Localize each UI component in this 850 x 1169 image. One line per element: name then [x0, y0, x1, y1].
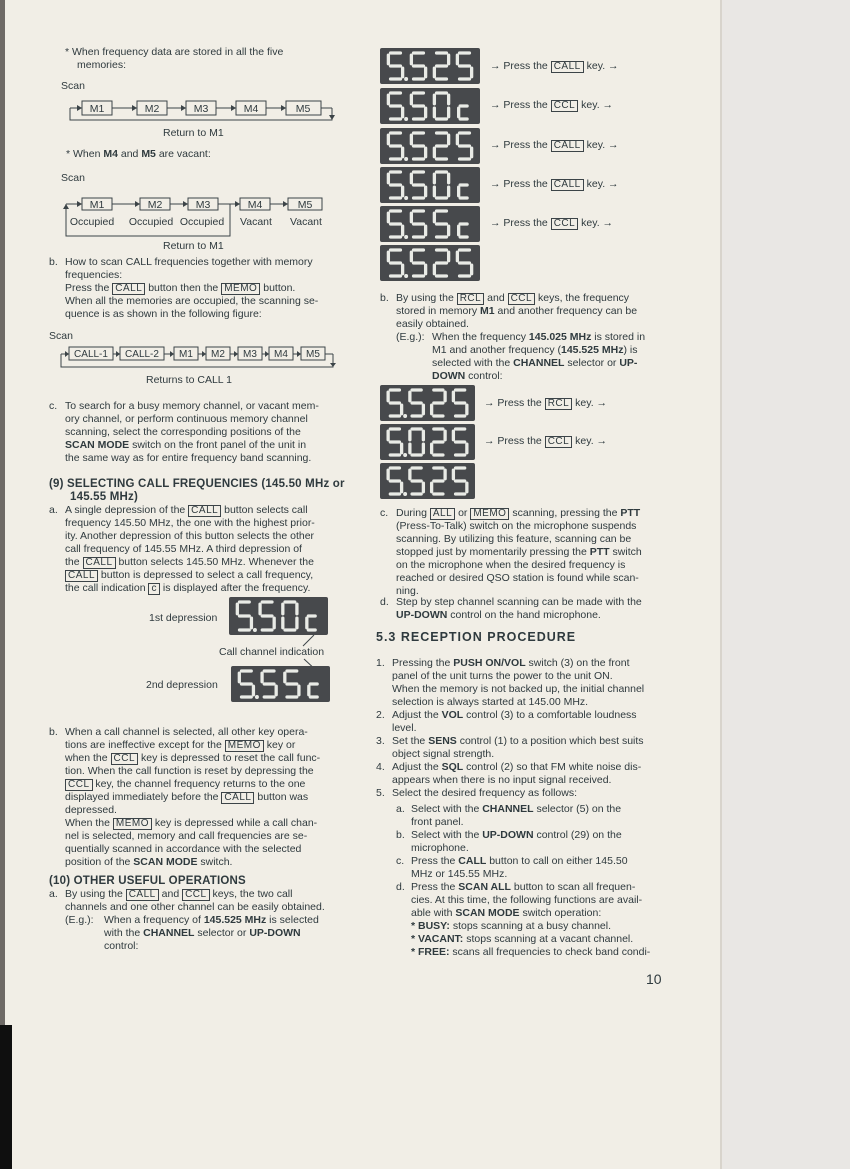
sub-a-marker: a.	[396, 803, 405, 815]
right-c-line6: reached or desired QSO station is found while scan-	[396, 572, 639, 584]
returns-call1-label: Returns to CALL 1	[146, 374, 232, 386]
seq2-action-2: → Press the CCL key. →	[484, 435, 608, 447]
seq1-action-4: → Press the CALL key. →	[490, 178, 619, 190]
right-d-line2: UP-DOWN control on the hand microphone.	[396, 609, 601, 621]
sub-b-marker: b.	[396, 829, 405, 841]
sec10-a-line1: By using the CALL and CCL keys, the two call	[65, 888, 293, 900]
item4-line1: Adjust the SQL control (2) so that FM white noise dis-	[392, 761, 642, 773]
sec9-a-line5: the CALL button selects 145.50 MHz. Whenever the	[65, 556, 314, 568]
call-indicator-glyph: c	[148, 583, 160, 595]
sec9-a-marker: a.	[49, 504, 58, 516]
scan-diagram-vacant	[60, 190, 340, 242]
right-b-eg: (E.g.):	[396, 331, 425, 343]
binding-edge	[0, 0, 5, 1169]
ccl-key: CCL	[65, 779, 93, 791]
call-key: CALL	[188, 505, 221, 517]
ccl-key: CCL	[508, 293, 536, 305]
call-box-m1: M1	[179, 349, 193, 360]
state-m1: Occupied	[69, 216, 115, 228]
state-m5: Vacant	[290, 216, 322, 228]
state-m3: Occupied	[179, 216, 225, 228]
scan-diagram-call	[55, 344, 345, 374]
right-d-line1: Step by step channel scanning can be made with the	[396, 596, 642, 608]
lcd-decimal-point	[404, 235, 408, 239]
seq1-action-5: → Press the CCL key. →	[490, 217, 614, 229]
sec9-b-line5: CCL key, the channel frequency returns to the one	[65, 778, 305, 791]
lcd-seq2-1	[380, 385, 475, 421]
right-b-line3: easily obtained.	[396, 318, 469, 330]
sub-d-line3: able with SCAN MODE switch operation:	[411, 907, 602, 919]
call-channel-indication-label: Call channel indication	[219, 646, 325, 658]
sub-d-marker: d.	[396, 881, 405, 893]
sec-c-line2: ory channel, or perform continuous memory channel	[65, 413, 308, 425]
seq1-action-3: → Press the CALL key. →	[490, 139, 619, 151]
item5-line1: Select the desired frequency as follows:	[392, 787, 578, 799]
sec-b-line4: When all the memories are occupied, the scanning se-	[65, 295, 319, 307]
lcd-decimal-point	[403, 492, 407, 496]
sec9-b-line2: tions are ineffective except for the MEMO key or	[65, 739, 296, 751]
first-depression-label: 1st depression	[149, 612, 218, 624]
second-depression-label: 2nd depression	[146, 679, 218, 691]
sec-b-line1: How to scan CALL frequencies together with memory	[65, 256, 313, 268]
right-d-marker: d.	[380, 596, 389, 608]
right-c-marker: c.	[380, 507, 389, 519]
sec-c-line5: the same way as for entire frequency band scanning.	[65, 452, 312, 464]
sec9-a-line6: CALL button is depressed to select a call frequency,	[65, 569, 313, 582]
right-c-line5: on the microphone when the desired frequency is	[396, 559, 626, 571]
lcd-seq1-4	[380, 167, 480, 203]
mode-free: * FREE: scans all frequencies to check band condi-	[411, 946, 651, 958]
lcd-decimal-point	[404, 196, 408, 200]
lcd-decimal-point	[404, 157, 408, 161]
sec-b-line5: quence is as shown in the following figure:	[65, 308, 262, 320]
sec-c-line1: To search for a busy memory channel, or vacant mem-	[65, 400, 319, 412]
five-box-m2: M2	[144, 103, 160, 115]
lcd-seq1-1	[380, 48, 480, 84]
sec10-eg: (E.g.):	[65, 914, 94, 926]
stored-five-line1: * When frequency data are stored in all the five	[65, 46, 284, 58]
sec10-a-line4: with the CHANNEL selector or UP-DOWN	[104, 927, 301, 939]
memo-key: MEMO	[113, 818, 152, 830]
lcd-seq2-3	[380, 463, 475, 499]
sub-b-line1: Select with the UP-DOWN control (29) on the	[411, 829, 622, 841]
lcd-seq1-6	[380, 245, 480, 281]
lcd-decimal-point	[404, 77, 408, 81]
state-m4: Vacant	[240, 216, 272, 228]
section-5-3-heading: 5.3 RECEPTION PROCEDURE	[376, 630, 577, 644]
seq1-action-1: → Press the CALL key. →	[490, 60, 619, 72]
return-m1-label-2: Return to M1	[163, 240, 224, 252]
vacant-box-m3: M3	[195, 199, 211, 211]
item5-marker: 5.	[376, 787, 385, 799]
call-key: CALL	[126, 889, 159, 901]
right-c-line4: stopped just by momentarily pressing the PTT switch	[396, 546, 642, 558]
sub-d-line1: Press the SCAN ALL button to scan all frequen-	[411, 881, 636, 893]
call-box-call2: CALL-2	[125, 349, 159, 360]
item4-line2: appears when there is no input signal received.	[392, 774, 612, 786]
sec9-b-line4: tion. When the call function is reset by depressing the	[65, 765, 314, 777]
right-c-line2: (Press-To-Talk) switch on the microphone suspends	[396, 520, 637, 532]
item2-marker: 2.	[376, 709, 385, 721]
sec-c-marker: c.	[49, 400, 58, 412]
seq1-action-2: → Press the CCL key. →	[490, 99, 614, 111]
ccl-key: CCL	[182, 889, 210, 901]
item1-line3: When the memory is not backed up, the initial channel	[392, 683, 645, 695]
ccl-key: CCL	[551, 100, 579, 112]
call-box-m5: M5	[306, 349, 320, 360]
item1-line1: Pressing the PUSH ON/VOL switch (3) on the front	[392, 657, 630, 669]
sec-b-marker: b.	[49, 256, 58, 268]
call-key: CALL	[551, 140, 584, 152]
scan-label: Scan	[61, 80, 85, 92]
vacant-box-m1: M1	[89, 199, 105, 211]
mode-vacant: * VACANT: stops scanning at a vacant channel.	[411, 933, 634, 945]
memo-key: MEMO	[225, 740, 264, 752]
item2-line1: Adjust the VOL control (3) to a comfortable loudness	[392, 709, 637, 721]
sec10-a-line2: channels and one other channel can be easily obtained.	[65, 901, 325, 913]
call-key: CALL	[83, 557, 116, 569]
call-key: CALL	[221, 792, 254, 804]
sec9-heading-2: 145.55 MHz)	[70, 491, 139, 503]
sec9-a-line3: ity. Another depression of this button selects the other	[65, 530, 315, 542]
right-b-line4: When the frequency 145.025 MHz is stored in	[432, 331, 646, 343]
rcl-key: RCL	[545, 398, 573, 410]
sec9-a-line1: A single depression of the CALL button selects call	[65, 504, 308, 516]
call-box-m3: M3	[243, 349, 257, 360]
right-c-line1: During ALL or MEMO scanning, pressing the PTT	[396, 507, 641, 519]
sec9-a-line7: the call indication c is displayed after the frequency.	[65, 582, 311, 594]
vacant-box-m4: M4	[247, 199, 263, 211]
sec9-b-line7: depressed.	[65, 804, 117, 816]
sec9-b-line8: When the MEMO key is depressed while a call chan-	[65, 817, 318, 829]
sec-c-line4: SCAN MODE switch on the front panel of the unit in	[65, 439, 307, 451]
item1-line2: panel of the unit turns the power to the unit ON.	[392, 670, 613, 682]
call-box-m2: M2	[211, 349, 225, 360]
call-box-call1: CALL-1	[74, 349, 108, 360]
vacant-intro: * When M4 and M5 are vacant:	[66, 148, 211, 160]
lcd-decimal-point	[404, 117, 408, 121]
lcd-seq1-3	[380, 128, 480, 164]
right-b-line7: DOWN control:	[432, 370, 503, 382]
call-box-m4: M4	[274, 349, 288, 360]
lcd-display-first	[229, 597, 328, 635]
sec9-b-line10: quentially scanned in accordance with the selected	[65, 843, 302, 855]
right-c-line3: scanning. By utilizing this feature, scanning can be	[396, 533, 632, 545]
item1-marker: 1.	[376, 657, 385, 669]
page-number: 10	[646, 971, 662, 987]
stored-five-line2: memories:	[77, 59, 127, 71]
sec10-heading: (10) OTHER USEFUL OPERATIONS	[49, 875, 246, 887]
right-b-line5: M1 and another frequency (145.525 MHz) is	[432, 344, 638, 356]
item1-line4: selection is always started at 145.00 MHz.	[392, 696, 589, 708]
sec9-b-line9: nel is selected, memory and call frequencies are se-	[65, 830, 308, 842]
sec9-heading-1: (9) SELECTING CALL FREQUENCIES (145.50 MHz or	[49, 478, 345, 490]
lcd-decimal-point	[404, 274, 408, 278]
binding-shadow	[0, 1025, 12, 1169]
return-m1-label: Return to M1	[163, 127, 224, 139]
sub-a-line2: front panel.	[411, 816, 464, 828]
sec10-a-line5: control:	[104, 940, 139, 952]
scan-label-3: Scan	[49, 330, 73, 342]
call-key: CALL	[112, 283, 145, 295]
five-box-m3: M3	[193, 103, 209, 115]
sec-b-line2: frequencies:	[65, 269, 123, 281]
sub-d-line2: cies. At this time, the following functions are avail-	[411, 894, 643, 906]
sub-c-marker: c.	[396, 855, 405, 867]
lcd-decimal-point	[403, 414, 407, 418]
sec-c-line3: scanning, select the corresponding positions of the	[65, 426, 301, 438]
five-box-m4: M4	[243, 103, 259, 115]
ccl-key: CCL	[545, 436, 573, 448]
item3-marker: 3.	[376, 735, 385, 747]
sec10-a-line3: When a frequency of 145.525 MHz is selected	[104, 914, 319, 926]
lcd-seq1-2	[380, 88, 480, 124]
sec10-a-marker: a.	[49, 888, 58, 900]
scan-label-2: Scan	[61, 172, 85, 184]
sub-c-line2: MHz or 145.55 MHz.	[411, 868, 508, 880]
sec9-b-line3: when the CCL key is depressed to reset the call func-	[65, 752, 321, 764]
item3-line1: Set the SENS control (1) to a position which best suits	[392, 735, 644, 747]
sec9-b-marker: b.	[49, 726, 58, 738]
call-key: CALL	[551, 61, 584, 73]
five-box-m5: M5	[295, 103, 311, 115]
call-key: CALL	[65, 570, 98, 582]
lcd-display-second	[231, 666, 330, 702]
seq2-action-1: → Press the RCL key. →	[484, 397, 608, 409]
right-b-line1: By using the RCL and CCL keys, the frequency	[396, 292, 630, 304]
sec9-a-line2: frequency 145.50 MHz, the one with the highest prior-	[65, 517, 315, 529]
lcd-decimal-point	[403, 453, 407, 457]
sec9-b-line6: displayed immediately before the CALL button was	[65, 791, 309, 803]
ccl-key: CCL	[111, 753, 139, 765]
memo-key: MEMO	[221, 283, 260, 295]
ccl-key: CCL	[551, 218, 579, 230]
vacant-box-m2: M2	[147, 199, 163, 211]
all-key: ALL	[430, 508, 455, 520]
five-box-m1: M1	[89, 103, 105, 115]
item2-line2: level.	[392, 722, 417, 734]
sub-b-line2: microphone.	[411, 842, 469, 854]
item3-line2: object signal strength.	[392, 748, 495, 760]
right-b-marker: b.	[380, 292, 389, 304]
lcd-seq2-2	[380, 424, 475, 460]
lcd-seq1-5	[380, 206, 480, 242]
item4-marker: 4.	[376, 761, 385, 773]
right-b-line6: selected with the CHANNEL selector or UP-	[432, 357, 638, 369]
sec9-b-line11: position of the SCAN MODE switch.	[65, 856, 233, 868]
lcd-decimal-point	[255, 695, 259, 699]
right-b-line2: stored in memory M1 and another frequency can be	[396, 305, 638, 317]
mode-busy: * BUSY: stops scanning at a busy channel.	[411, 920, 612, 932]
sec9-a-line4: call frequency of 145.55 MHz. A third depression of	[65, 543, 302, 555]
sub-a-line1: Select with the CHANNEL selector (5) on the	[411, 803, 622, 815]
sec-b-line3: Press the CALL button then the MEMO button.	[65, 282, 296, 294]
call-key: CALL	[551, 179, 584, 191]
memo-key: MEMO	[470, 508, 509, 520]
state-m2: Occupied	[128, 216, 174, 228]
sec9-b-line1: When a call channel is selected, all other key opera-	[65, 726, 308, 738]
paper-edge	[720, 0, 722, 1169]
rcl-key: RCL	[457, 293, 485, 305]
vacant-box-m5: M5	[297, 199, 313, 211]
lcd-decimal-point	[253, 628, 257, 632]
right-c-line7: ning.	[396, 585, 419, 597]
sub-c-line1: Press the CALL button to call on either 145.50	[411, 855, 628, 867]
